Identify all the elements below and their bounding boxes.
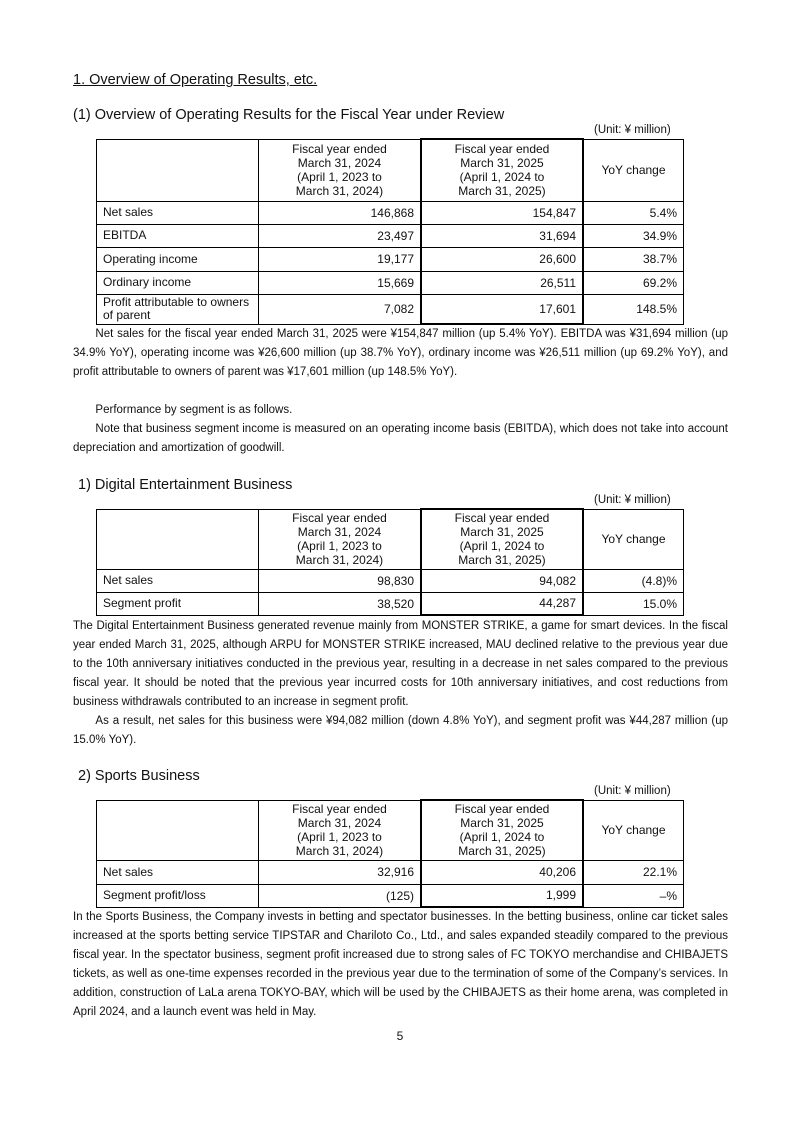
- page-number: 5: [396, 1029, 404, 1043]
- table-row: Operating income 19,177 26,600 38.7%: [97, 247, 684, 271]
- overview-paragraph: Net sales for the fiscal year ended March 31, 2025 were ¥154,847 million (up 5.4% YoY). EBITDA was ¥31,694 million (up 34.9% YoY), operating income was ¥26,600 million (up 38.7% YoY), ordinary income was ¥26,511 million (up 69.2% YoY), and profit attributable to owners of parent was ¥17,601 million (up 148.5% YoY).: [73, 328, 728, 378]
- subsection-heading: (1) Overview of Operating Results for the Fiscal Year under Review: [73, 107, 505, 123]
- header-yoy: YoY change: [583, 800, 684, 860]
- table-row: Net sales 146,868 154,847 5.4%: [97, 201, 684, 224]
- digital-paragraph-1: The Digital Entertainment Business generated revenue mainly from MONSTER STRIKE, a game for smart devices. In the fiscal year ended March 31, 2025, although ARPU for MONSTER STRIKE increased, MAU declined relative to the previous year due to the 10th anniversary initiatives conducted in the previous year, resulting in a decrease in net sales compared to the previous fiscal year. It should be noted that the previous year incurred costs for 10th anniversary initiatives, and cost reductions from business withdrawals contributed to an increase in segment profit.: [73, 620, 728, 708]
- digital-heading: 1) Digital Entertainment Business: [78, 477, 293, 493]
- header-curr-year: Fiscal year ended March 31, 2025 (April 1, 2024 to March 31, 2025): [421, 139, 583, 201]
- table-row: EBITDA 23,497 31,694 34.9%: [97, 224, 684, 247]
- table-row: Net sales 98,830 94,082 (4.8)%: [97, 569, 684, 592]
- overview-table: [96, 138, 684, 325]
- unit-label: (Unit: ¥ million): [594, 124, 671, 136]
- header-blank: [97, 800, 259, 860]
- header-yoy: YoY change: [583, 509, 684, 569]
- header-blank: [97, 509, 259, 569]
- header-yoy: YoY change: [583, 139, 684, 201]
- header-curr-year: Fiscal year ended March 31, 2025 (April 1, 2024 to March 31, 2025): [421, 509, 583, 569]
- header-prev-year: Fiscal year ended March 31, 2024 (April 1, 2023 to March 31, 2024): [259, 509, 422, 569]
- segment-note: Note that business segment income is measured on an operating income basis (EBITDA), which does not take into account depreciation and amortization of goodwill.: [73, 423, 728, 454]
- sports-table: [96, 799, 684, 908]
- table-row: Segment profit 38,520 44,287 15.0%: [97, 592, 684, 615]
- unit-label: (Unit: ¥ million): [594, 494, 671, 506]
- segment-intro: Performance by segment is as follows.: [95, 404, 293, 416]
- table-row: Segment profit/loss (125) 1,999 –%: [97, 884, 684, 907]
- header-prev-year: Fiscal year ended March 31, 2024 (April 1, 2023 to March 31, 2024): [259, 139, 422, 201]
- digital-table: [96, 508, 684, 616]
- header-blank: [97, 139, 259, 201]
- table-row: Net sales 32,916 40,206 22.1%: [97, 860, 684, 884]
- header-curr-year: Fiscal year ended March 31, 2025 (April 1, 2024 to March 31, 2025): [421, 800, 583, 860]
- section-heading: 1. Overview of Operating Results, etc.: [73, 72, 318, 88]
- sports-heading: 2) Sports Business: [78, 768, 200, 784]
- table-row: Ordinary income 15,669 26,511 69.2%: [97, 271, 684, 294]
- header-prev-year: Fiscal year ended March 31, 2024 (April 1, 2023 to March 31, 2024): [259, 800, 422, 860]
- unit-label: (Unit: ¥ million): [594, 785, 671, 797]
- table-row: Profit attributable to owners of parent 7,082 17,601 148.5%: [97, 294, 684, 324]
- sports-paragraph-1: In the Sports Business, the Company invests in betting and spectator businesses. In the betting business, online car ticket sales increased at the sports betting service TIPSTAR and Chariloto Co., Ltd., and sales expanded steadily compared to the previous fiscal year. In the spectator business, segment profit increased due to strong sales of FC TOKYO merchandise and CHIBAJETS tickets, as well as one-time expenses recorded in the previous year due to the termination of some of the Company’s services. In addition, construction of LaLa arena TOKYO-BAY, which will be used by the CHIBAJETS as their home arena, was completed in April 2024, and a launch event was held in May.: [73, 911, 728, 1018]
- digital-paragraph-2: As a result, net sales for this business were ¥94,082 million (down 4.8% YoY), and segment profit was ¥44,287 million (up 15.0% YoY).: [73, 715, 728, 746]
